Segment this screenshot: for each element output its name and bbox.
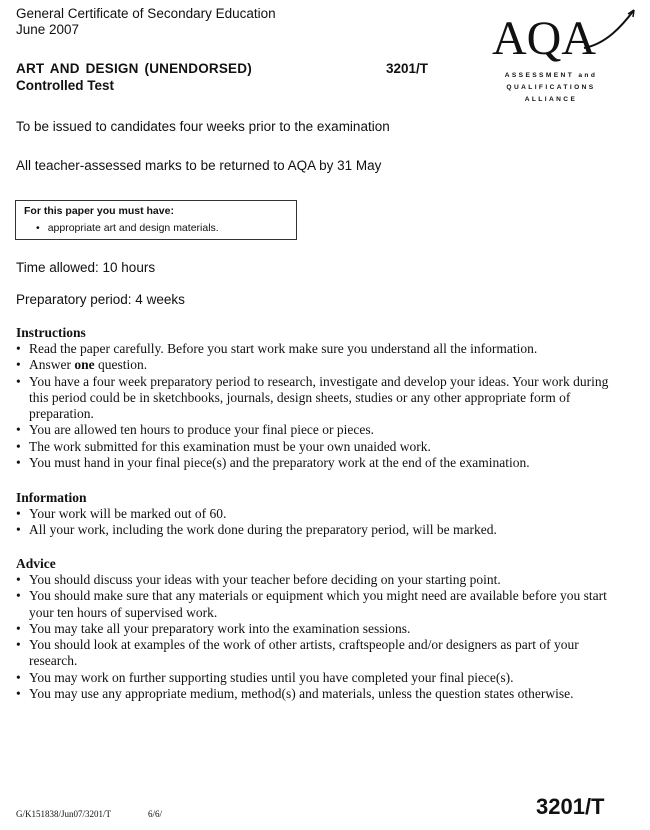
list-item: • You may work on further supporting studies until you have completed your final piece(s). bbox=[16, 670, 616, 686]
list-item: • You should make sure that any materials or equipment which you might need are available before you start your ten hours of supervised work. bbox=[16, 588, 616, 621]
list-item: • You should discuss your ideas with your teacher before deciding on your starting point. bbox=[16, 572, 616, 588]
materials-item: • appropriate art and design materials. bbox=[36, 222, 219, 234]
list-item: • You should look at examples of the work of other artists, craftspeople and/or designers as part of your research. bbox=[16, 637, 616, 670]
advice-list bbox=[16, 572, 616, 702]
list-item: • You may use any appropriate medium, method(s) and materials, unless the question states otherwise. bbox=[16, 686, 616, 702]
footer-number: 6/6/ bbox=[148, 809, 163, 819]
instructions-title: Instructions bbox=[16, 325, 86, 340]
materials-box bbox=[15, 200, 297, 240]
list-item: • You must hand in your final piece(s) and the preparatory work at the end of the examination. bbox=[16, 455, 616, 471]
information-title: Information bbox=[16, 490, 87, 505]
paper-type: Controlled Test bbox=[16, 78, 115, 93]
list-item: • You are allowed ten hours to produce your final piece or pieces. bbox=[16, 422, 616, 438]
list-item bbox=[16, 357, 616, 373]
logo-line-3: ALLIANCE bbox=[524, 96, 578, 103]
list-item: • The work submitted for this examination must be your own unaided work. bbox=[16, 439, 616, 455]
footer-paper-code: 3201/T bbox=[536, 794, 605, 819]
instructions-list bbox=[16, 341, 616, 471]
issue-notice: To be issued to candidates four weeks prior to the examination bbox=[16, 119, 390, 134]
certificate-title: General Certificate of Secondary Education bbox=[16, 6, 276, 21]
exam-date: June 2007 bbox=[16, 22, 80, 37]
time-allowed: Time allowed: 10 hours bbox=[16, 260, 156, 275]
footer-reference: G/K151838/Jun07/3201/T bbox=[16, 809, 112, 819]
paper-code: 3201/T bbox=[386, 61, 429, 76]
list-item: • Read the paper carefully. Before you start work make sure you understand all the information. bbox=[16, 341, 616, 357]
list-item: • Your work will be marked out of 60. bbox=[16, 506, 616, 522]
aqa-wordmark-text: AQA bbox=[492, 12, 596, 64]
materials-title: For this paper you must have: bbox=[24, 205, 174, 217]
marks-return-notice: All teacher-assessed marks to be returned to AQA by 31 May bbox=[16, 158, 382, 173]
information-list bbox=[16, 506, 616, 539]
answer-prefix: Answer bbox=[29, 357, 75, 373]
answer-emphasis: one bbox=[74, 357, 95, 373]
answer-suffix: question. bbox=[94, 357, 148, 373]
logo-line-1: ASSESSMENT and bbox=[504, 72, 598, 79]
list-item: • You may take all your preparatory work into the examination sessions. bbox=[16, 621, 616, 637]
preparatory-period: Preparatory period: 4 weeks bbox=[16, 292, 185, 307]
aqa-logo bbox=[488, 4, 638, 116]
list-item: • You have a four week preparatory period to research, investigate and develop your ideas. Your work during this period could be in sketchbooks, journals, design sheets, studies or any other appropriate form of preparation. bbox=[16, 374, 616, 423]
logo-line-2: QUALIFICATIONS bbox=[506, 84, 596, 91]
aqa-logo-wordmark bbox=[488, 4, 638, 64]
list-item: • All your work, including the work done during the preparatory period, will be marked. bbox=[16, 522, 616, 538]
advice-title: Advice bbox=[16, 556, 56, 571]
subject-title: ART AND DESIGN (UNENDORSED) bbox=[16, 61, 252, 76]
